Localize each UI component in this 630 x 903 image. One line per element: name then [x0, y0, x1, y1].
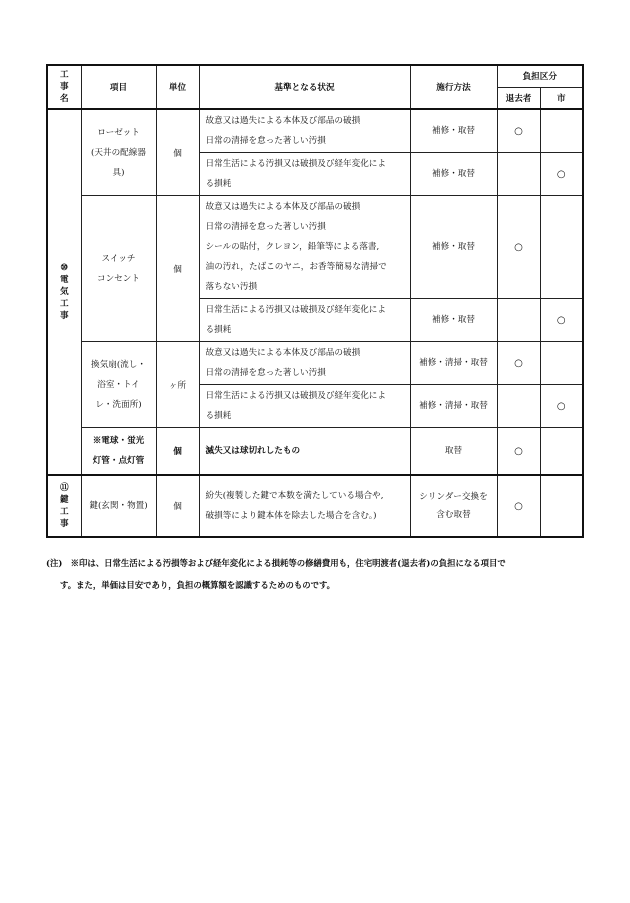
leaver-mark: [497, 153, 540, 196]
method-cell: 補修・取替: [410, 109, 497, 153]
footnote-line-2: す。また，単価は目安であり，負担の概算額を認識するためのものです。: [60, 580, 336, 590]
leaver-mark: ○: [497, 342, 540, 385]
method-cell: 取替: [410, 428, 497, 476]
item-switch-outlet: スイッチ コンセント: [81, 196, 156, 342]
header-unit: 単位: [156, 65, 199, 109]
table-row: [47, 428, 583, 476]
unit-cell: 個: [156, 475, 199, 537]
header-method: 施行方法: [410, 65, 497, 109]
city-mark: [540, 428, 583, 476]
city-mark: ○: [540, 385, 583, 428]
criteria-cell: 故意又は過失による本体及び部品の破損 日常の清掃を怠った著しい汚損: [199, 109, 410, 153]
repair-burden-table: [46, 64, 584, 538]
item-ventilation-fan: 換気扇(流し・ 浴室・トイ レ・洗面所): [81, 342, 156, 428]
criteria-cell: 滅失又は球切れしたもの: [199, 428, 410, 476]
table-row: [47, 475, 583, 537]
criteria-cell: 故意又は過失による本体及び部品の破損 日常の清掃を怠った著しい汚損: [199, 342, 410, 385]
method-cell: 補修・取替: [410, 196, 497, 299]
section-title-key: ⑪ 鍵 工 事: [47, 475, 81, 537]
item-key: 鍵(玄関・物置): [81, 475, 156, 537]
method-cell: 補修・清掃・取替: [410, 385, 497, 428]
footnote: [46, 552, 586, 596]
unit-cell: ヶ所: [156, 342, 199, 428]
city-mark: [540, 109, 583, 153]
city-mark: ○: [540, 153, 583, 196]
city-mark: [540, 342, 583, 385]
leaver-mark: ○: [497, 196, 540, 299]
header-leaver: 退去者: [497, 87, 540, 109]
unit-cell: 個: [156, 109, 199, 196]
header-city: 市: [540, 87, 583, 109]
footnote-line-1: (注) ※印は、日常生活による汚損等および経年変化による損耗等の修繕費用も，住宅明渡者(退去者)の負担になる項目で: [46, 558, 506, 568]
section-title-electrical: ⑩ 電 気 工 事: [47, 109, 81, 475]
leaver-mark: [497, 299, 540, 342]
method-cell: 補修・取替: [410, 153, 497, 196]
item-rosette: ローゼット (天井の配線器 具): [81, 109, 156, 196]
table-row: [47, 196, 583, 299]
item-bulb: ※電球・蛍光 灯管・点灯管: [81, 428, 156, 476]
method-cell: シリンダー交換を 含む取替: [410, 475, 497, 537]
leaver-mark: ○: [497, 109, 540, 153]
header-burden: 負担区分: [497, 65, 583, 87]
header-work-name: 工 事 名: [47, 65, 81, 109]
unit-cell: 個: [156, 428, 199, 476]
city-mark: ○: [540, 299, 583, 342]
leaver-mark: ○: [497, 475, 540, 537]
city-mark: [540, 475, 583, 537]
header-item: 項目: [81, 65, 156, 109]
unit-cell: 個: [156, 196, 199, 342]
table-row: [47, 342, 583, 385]
criteria-cell: 日常生活による汚損又は破損及び経年変化によ る損耗: [199, 385, 410, 428]
leaver-mark: ○: [497, 428, 540, 476]
criteria-cell: 日常生活による汚損又は破損及び経年変化によ る損耗: [199, 299, 410, 342]
header-criteria: 基準となる状況: [199, 65, 410, 109]
method-cell: 補修・取替: [410, 299, 497, 342]
criteria-cell: 日常生活による汚損又は破損及び経年変化によ る損耗: [199, 153, 410, 196]
leaver-mark: [497, 385, 540, 428]
table-row: [47, 109, 583, 153]
criteria-cell: 故意又は過失による本体及び部品の破損 日常の清掃を怠った著しい汚損 シールの貼付，クレヨン，鉛筆等による落書, 油の汚れ，たばこのヤニ，お香等簡易な清掃で 落ちない汚損: [199, 196, 410, 299]
city-mark: [540, 196, 583, 299]
criteria-cell: 紛失(複製した鍵で本数を満たしている場合や, 破損等により鍵本体を除去した場合を含む。): [199, 475, 410, 537]
method-cell: 補修・清掃・取替: [410, 342, 497, 385]
